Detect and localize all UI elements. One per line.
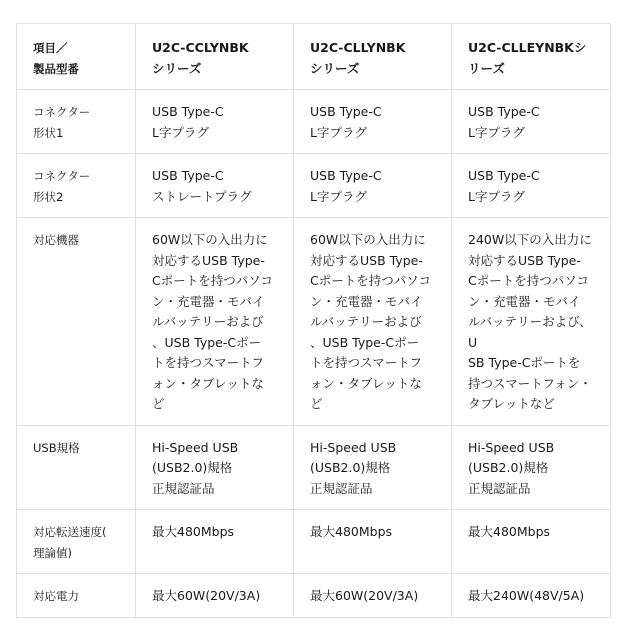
- table-cell: 最大240W(48V/5A): [452, 574, 611, 618]
- table-cell: 最大60W(20V/3A): [294, 574, 452, 618]
- header-item: 項目／ 製品型番: [17, 24, 136, 90]
- table-cell: USB Type-C L字プラグ: [294, 154, 452, 218]
- table-row: [17, 510, 611, 574]
- table-cell: 最大480Mbps: [294, 510, 452, 574]
- table-cell: USB Type-C L字プラグ: [452, 154, 611, 218]
- table-cell: 60W以下の入出力に 対応するUSB Type- Cポートを持つパソコ ン・充電器・モバイ ルバッテリーおよび 、USB Type-Cポー トを持つスマートフ ォン・タブレットな ど: [294, 218, 452, 426]
- table-cell: USB Type-C L字プラグ: [452, 90, 611, 154]
- header-model-cllynbk: U2C-CLLYNBK シリーズ: [294, 24, 452, 90]
- table-cell: 60W以下の入出力に 対応するUSB Type- Cポートを持つパソコ ン・充電器・モバイ ルバッテリーおよび 、USB Type-Cポー トを持つスマートフ ォン・タブレットな ど: [136, 218, 294, 426]
- table-cell: USB Type-C L字プラグ: [136, 90, 294, 154]
- row-label-power: 対応電力: [17, 574, 136, 618]
- table-row: [17, 154, 611, 218]
- table-cell: USB Type-C L字プラグ: [294, 90, 452, 154]
- table-cell: Hi-Speed USB (USB2.0)規格 正規認証品: [136, 425, 294, 510]
- header-model-clleynbk: U2C-CLLEYNBKシ リーズ: [452, 24, 611, 90]
- table-row: [17, 218, 611, 426]
- table-row: [17, 90, 611, 154]
- table-cell: 最大480Mbps: [136, 510, 294, 574]
- table-cell: 240W以下の入出力に 対応するUSB Type- Cポートを持つパソコ ン・充電器・モバイ ルバッテリーおよび、U SB Type-Cポートを 持つスマートフォン・ タブレットなど: [452, 218, 611, 426]
- table-cell: Hi-Speed USB (USB2.0)規格 正規認証品: [294, 425, 452, 510]
- row-label-connector2: コネクター 形状2: [17, 154, 136, 218]
- table-cell: 最大480Mbps: [452, 510, 611, 574]
- row-label-transfer-speed: 対応転送速度( 理論値): [17, 510, 136, 574]
- table-body: [17, 90, 611, 618]
- table-cell: USB Type-C ストレートプラグ: [136, 154, 294, 218]
- table-cell: 最大60W(20V/3A): [136, 574, 294, 618]
- table-cell: Hi-Speed USB (USB2.0)規格 正規認証品: [452, 425, 611, 510]
- header-row: [17, 24, 611, 90]
- header-model-cclynbk: U2C-CCLYNBK シリーズ: [136, 24, 294, 90]
- row-label-connector1: コネクター 形状1: [17, 90, 136, 154]
- table-row: [17, 574, 611, 618]
- table-header: [17, 24, 611, 90]
- row-label-usb-standard: USB規格: [17, 425, 136, 510]
- table-row: [17, 425, 611, 510]
- row-label-devices: 対応機器: [17, 218, 136, 426]
- spec-table: [16, 23, 611, 618]
